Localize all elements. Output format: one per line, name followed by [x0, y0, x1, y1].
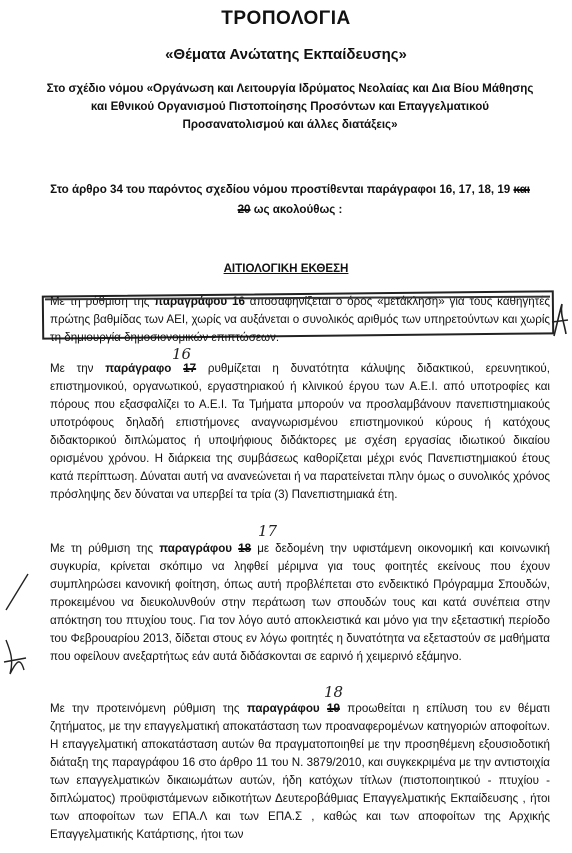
- bill-reference: Στο σχέδιο νόμου «Οργάνωση και Λειτουργία Ιδρύματος Νεολαίας και Δια Βίου Μάθησης και Εθνικού Οργανισμού Πιστοποίησης Προσόντων και Επαγγελματικού Προσανατολισμού και άλλες διατάξεις»: [46, 82, 534, 131]
- p2-post: με δεδομένη την υφιστάμενη οικονομική και κοινωνική συγκυρία, κρίνεται σκόπιμο να ληφθεί μέριμνα για τους φοιτητές εκείνους που έχουν συμπληρώσει κανονική φοίτηση, όπως αυτή προβλέπεται στο ενδεικτικό Πρόγραμμα Σπουδών, προκειμένου να διευκολυνθούν στην περάτωση των σπουδών τους και κατά συνέπεια στην απόκτηση του πτυχίου τους. Για τον λόγο αυτό αποκλειστικά και μόνο για την εξεταστική περίοδο του Φεβρουαρίου 2013, δίδεται στους εν λόγω φοιτητές η δυνατότητα να εξεταστούν σε μαθήματα που οφείλουν ανεξαρτήτως εάν αυτά διδάσκονται σε εαρινό ή χειμερινό εξάμηνο.: [50, 542, 550, 663]
- paragraph-19-rationale: [50, 700, 550, 844]
- p1-post: ρυθμίζεται η δυνατότητα κάλυψης διδακτικού, ερευνητικού, επιστημονικού, οργανωτικού, εργαστηριακού ή κλινικού έργου των Α.Ε.Ι. από υποτροφίες και πόρους που εξασφαλίζει το Α.Ε.Ι. Τα Τμήματα μπορούν να προσλαμβάνουν πανεπιστημιακούς υποτρόφους δηλαδή επιστήμονες αναγνωρισμένου επιστημονικού κύρους ή κατόχους διδακτορικού διπλώματος ή υποψήφιους διδάκτορες με σχέση εργασίας ιδιωτικού δικαίου ορισμένου χρόνου. Η διάρκεια της συμβάσεως καθορίζεται μέχρι ενός Πανεπιστημιακού έτους κατά περίπτωση. Δύναται αυτή να ανανεώνεται ή να παρατείνεται πλην όμως ο συνολικός χρόνος πρόσληψης δεν δύναται να υπερβεί τα τρία (3) Πανεπιστημιακά έτη.: [50, 362, 550, 501]
- margin-mark-left: [2, 570, 32, 680]
- document-title: ΤΡΟΠΟΛΟΓΙΑ: [221, 8, 351, 29]
- handwritten-16: 16: [172, 345, 192, 363]
- struck-20: 20: [237, 203, 251, 216]
- p3-pre: Με την προτεινόμενη ρύθμιση της: [50, 702, 240, 715]
- p0-bold: παραγράφου 16: [154, 295, 245, 308]
- rationale-heading: ΑΙΤΙΟΛΟΓΙΚΗ ΕΚΘΕΣΗ: [223, 262, 349, 275]
- p3-bold: παραγράφου: [246, 702, 320, 715]
- p3-post: προωθείται η επίλυση του εν θέματι ζητήματος, με την επαγγελματική αποκατάσταση των προαναφερομένων κατηγοριών αποφοίτων. Η επαγγελματική αποκατάσταση αυτών θα πραγματοποιηθεί με την προσηθέμενη εξουσιοδοτική διάταξη της παραγράφου 16 στο άρθρο 11 του Ν. 3879/2010, και συγκεκριμένα με την αντιστοιχία των επαγγελματικών δικαιωμάτων αυτών, ήδη κατόχων τίτλων (πιστοποιητικού - πτυχίου - διπλώματος) προϋφιστάμενων ειδικοτήτων Δευτεροβάθμιας Επαγγελματικής Εκπαίδευσης , ήτοι των αποφοίτων των ΕΠΑ.Λ και των ΕΠΑ.Σ , καθώς και των αποφοίτων της Αρχικής Επαγγελματικής Κατάρτισης, ήτοι των: [50, 702, 550, 841]
- handwritten-17: 17: [258, 522, 278, 540]
- p3-struck-number: 19: [327, 702, 340, 715]
- paragraph-17-rationale: [50, 360, 550, 504]
- p2-struck-number: 18: [238, 542, 252, 555]
- p2-pre: Με τη ρύθμιση της: [50, 542, 154, 555]
- p1-pre: Με την: [50, 362, 94, 375]
- article-intro-text: Στο άρθρο 34 του παρόντος σχεδίου νόμου προστίθενται παράγραφοι 16, 17, 18, 19: [50, 183, 511, 196]
- p1-struck-number: 17: [183, 362, 197, 375]
- p0-post: αποσαφηνίζεται ο όρος «μετάκληση» για τους καθηγητές πρώτης βαθμίδας των ΑΕΙ, χωρίς να αυξάνεται ο συνολικός αριθμός των υπηρετούντων και χωρίς τη δημιουργία δημοσιονομικών επιπτώσεων.: [50, 295, 550, 344]
- article-intro: [40, 180, 540, 220]
- paragraph-16-rationale: [50, 293, 550, 347]
- handwritten-18: 18: [324, 683, 344, 701]
- margin-mark-right: [548, 300, 570, 340]
- struck-kai: και: [513, 183, 530, 196]
- p0-pre: Με τη ρύθμιση της: [50, 295, 150, 308]
- p1-bold: παράγραφο: [105, 362, 172, 375]
- paragraph-18-rationale: [50, 540, 550, 666]
- article-intro-end: ως ακολούθως :: [253, 203, 343, 216]
- document-subtitle: «Θέματα Ανώτατης Εκπαίδευσης»: [165, 46, 407, 63]
- p2-bold: παραγράφου: [159, 542, 233, 555]
